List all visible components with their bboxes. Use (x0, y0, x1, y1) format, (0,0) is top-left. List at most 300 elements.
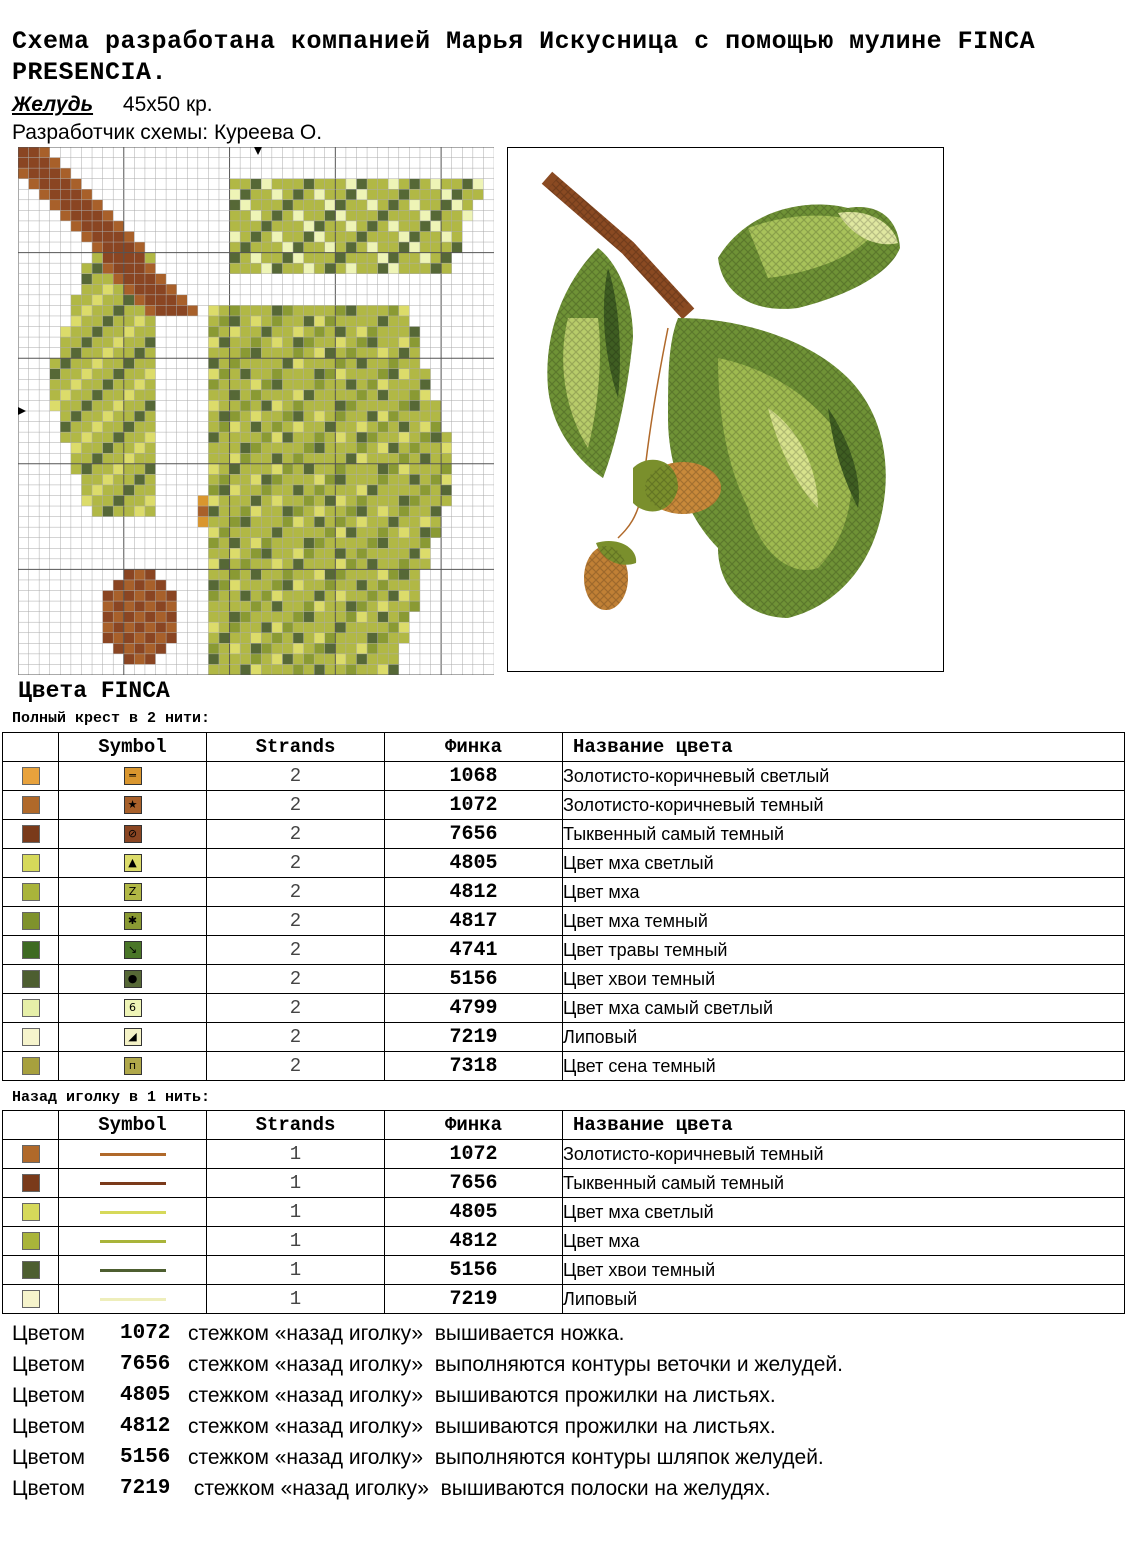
stitch-cell (399, 422, 410, 433)
stitch-cell (60, 369, 71, 380)
symbol-header: Symbol (59, 1111, 207, 1140)
stitch-cell (378, 517, 389, 528)
stitch-cell (356, 221, 367, 232)
stitch-cell (208, 538, 219, 549)
stitch-cell (441, 474, 452, 485)
stitch-cell (145, 654, 156, 665)
stitch-cell (325, 612, 336, 623)
table-row (3, 994, 1125, 1023)
stitch-cell (113, 580, 124, 591)
color-name-cell: Цвет хвои темный (563, 965, 1125, 994)
stitch-cell (420, 432, 431, 443)
stitch-cell (409, 348, 420, 359)
stitch-cell (420, 474, 431, 485)
stitch-cell (50, 200, 61, 211)
stitch-cell (219, 643, 230, 654)
stitch-cell (304, 443, 315, 454)
stitch-cell (378, 443, 389, 454)
stitch-cell (367, 189, 378, 200)
strands-cell: 2 (207, 965, 385, 994)
stitch-cell (230, 316, 241, 327)
stitch-cell (346, 337, 357, 348)
stitch-cell (251, 411, 262, 422)
stitch-cell (251, 612, 262, 623)
stitch-cell (378, 316, 389, 327)
stitch-cell (314, 517, 325, 528)
table-row (3, 849, 1125, 878)
strands-header: Strands (207, 1111, 385, 1140)
stitch-cell (81, 464, 92, 475)
stitch-cell (335, 474, 346, 485)
stitch-cell (388, 179, 399, 190)
stitch-cell (304, 538, 315, 549)
stitch-cell (261, 654, 272, 665)
stitch-cell (452, 179, 463, 190)
stitch-cell (388, 622, 399, 633)
stitch-cell (367, 316, 378, 327)
code-cell: 7656 (385, 1169, 563, 1198)
stitch-cell (145, 569, 156, 580)
stitch-cell (261, 601, 272, 612)
stitch-cell (314, 189, 325, 200)
stitch-cell (60, 432, 71, 443)
stitch-cell (219, 538, 230, 549)
stitch-cell (431, 506, 442, 517)
stitch-cell (335, 327, 346, 338)
stitch-cell (388, 559, 399, 570)
stitch-cell (113, 485, 124, 496)
stitch-cell (346, 358, 357, 369)
stitch-cell (240, 369, 251, 380)
stitch-cell (272, 453, 283, 464)
stitch-cell (240, 664, 251, 675)
stitch-cell (134, 305, 145, 316)
stitch-cell (399, 506, 410, 517)
stitch-cell (420, 422, 431, 433)
stitch-cell (293, 189, 304, 200)
stitch-cell (272, 664, 283, 675)
color-name-cell: Цвет хвои темный (563, 1256, 1125, 1285)
stitch-cell (314, 305, 325, 316)
stitch-cell (166, 601, 177, 612)
stitch-cell (230, 422, 241, 433)
stitch-cell (230, 569, 241, 580)
stitch-cell (103, 622, 114, 633)
stitch-cell (335, 548, 346, 559)
center-arrow-left-icon (18, 407, 26, 415)
stitch-cell (113, 242, 124, 253)
stitch-cell (124, 348, 135, 359)
stitch-cell (261, 506, 272, 517)
stitch-cell (388, 443, 399, 454)
stitch-cell (325, 580, 336, 591)
stitch-cell (145, 253, 156, 264)
embroidery-preview (507, 147, 944, 672)
stitch-cell (409, 390, 420, 401)
stitch-cell (251, 664, 262, 675)
stitch-cell (356, 390, 367, 401)
stitch-cell (134, 612, 145, 623)
note-text: стежком «назад иголку» вышиваются прожилки на листьях. (188, 1384, 776, 1407)
stitch-cell (388, 379, 399, 390)
stitch-cell (409, 591, 420, 602)
backstitch-label: Назад иголку в 1 нить: (12, 1089, 211, 1106)
stitch-cell (103, 379, 114, 390)
stitch-cell (388, 517, 399, 528)
stitch-cell (282, 580, 293, 591)
stitch-cell (431, 253, 442, 264)
stitch-cell (134, 654, 145, 665)
stitch-symbol-icon: 6 (124, 999, 142, 1017)
stitch-cell (335, 242, 346, 253)
stitch-cell (272, 422, 283, 433)
backstitch-line-icon (100, 1269, 166, 1272)
stitch-cell (230, 400, 241, 411)
stitch-cell (251, 633, 262, 644)
stitch-cell (420, 263, 431, 274)
stitch-cell (272, 580, 283, 591)
stitch-cell (103, 390, 114, 401)
stitch-cell (251, 527, 262, 538)
stitch-cell (378, 189, 389, 200)
stitch-cell (124, 443, 135, 454)
stitch-cell (282, 559, 293, 570)
stitch-cell (145, 316, 156, 327)
stitch-cell (304, 189, 315, 200)
stitch-cell (240, 464, 251, 475)
stitch-cell (272, 633, 283, 644)
table-row (3, 1052, 1125, 1081)
full-cross-table (2, 732, 1125, 1081)
stitch-cell (134, 263, 145, 274)
stitch-cell (367, 327, 378, 338)
stitch-cell (367, 305, 378, 316)
stitch-cell (251, 538, 262, 549)
stitch-symbol-icon: Z (124, 883, 142, 901)
stitch-cell (219, 548, 230, 559)
stitch-cell (388, 348, 399, 359)
note-line (12, 1411, 843, 1442)
stitch-cell (272, 348, 283, 359)
stitch-cell (409, 327, 420, 338)
stitch-cell (399, 231, 410, 242)
stitch-cell (81, 390, 92, 401)
stitch-cell (103, 612, 114, 623)
strands-cell: 2 (207, 1052, 385, 1081)
stitch-cell (356, 432, 367, 443)
stitch-cell (251, 210, 262, 221)
stitch-cell (124, 464, 135, 475)
stitch-cell (431, 432, 442, 443)
stitch-cell (399, 495, 410, 506)
stitch-cell (282, 379, 293, 390)
stitch-cell (71, 221, 82, 232)
stitch-cell (409, 411, 420, 422)
stitch-cell (219, 506, 230, 517)
stitch-cell (251, 559, 262, 570)
stitch-cell (399, 622, 410, 633)
stitch-cell (71, 443, 82, 454)
stitch-cell (367, 443, 378, 454)
stitch-cell (71, 295, 82, 306)
stitch-cell (261, 337, 272, 348)
note-code: 5156 (120, 1446, 171, 1469)
color-name-cell: Цвет сена темный (563, 1052, 1125, 1081)
stitch-cell (367, 474, 378, 485)
stitch-cell (367, 411, 378, 422)
stitch-cell (261, 422, 272, 433)
stitch-cell (356, 591, 367, 602)
stitch-cell (431, 400, 442, 411)
swatch-header (3, 1111, 59, 1140)
stitch-cell (261, 432, 272, 443)
stitch-cell (378, 358, 389, 369)
stitch-cell (272, 179, 283, 190)
stitch-cell (156, 580, 167, 591)
stitch-cell (219, 633, 230, 644)
code-cell: 5156 (385, 1256, 563, 1285)
stitch-cell (261, 453, 272, 464)
stitch-cell (282, 654, 293, 665)
stitch-cell (335, 569, 346, 580)
stitch-cell (103, 274, 114, 285)
stitch-cell (282, 527, 293, 538)
stitch-cell (124, 612, 135, 623)
stitch-cell (346, 390, 357, 401)
stitch-cell (282, 369, 293, 380)
stitch-cell (420, 495, 431, 506)
stitch-cell (272, 411, 283, 422)
stitch-cell (219, 379, 230, 390)
stitch-cell (282, 179, 293, 190)
table-row (3, 1256, 1125, 1285)
stitch-cell (134, 591, 145, 602)
stitch-cell (399, 316, 410, 327)
stitch-cell (113, 622, 124, 633)
stitch-cell (409, 453, 420, 464)
stitch-cell (208, 474, 219, 485)
stitch-cell (367, 495, 378, 506)
stitch-cell (29, 168, 40, 179)
code-cell: 7219 (385, 1023, 563, 1052)
stitch-cell (367, 517, 378, 528)
stitch-cell (219, 601, 230, 612)
stitch-cell (134, 369, 145, 380)
stitch-cell (314, 559, 325, 570)
stitch-cell (261, 263, 272, 274)
stitch-cell (240, 506, 251, 517)
stitch-cell (208, 443, 219, 454)
stitch-cell (325, 485, 336, 496)
stitch-cell (208, 337, 219, 348)
stitch-cell (473, 179, 484, 190)
stitch-cell (304, 506, 315, 517)
stitch-cell (60, 327, 71, 338)
stitch-cell (335, 390, 346, 401)
stitch-cell (335, 464, 346, 475)
stitch-cell (378, 580, 389, 591)
stitch-cell (230, 538, 241, 549)
stitch-cell (293, 443, 304, 454)
stitch-cell (399, 253, 410, 264)
strands-cell: 1 (207, 1169, 385, 1198)
stitch-cell (304, 305, 315, 316)
stitch-cell (293, 580, 304, 591)
stitch-cell (462, 179, 473, 190)
stitch-cell (293, 495, 304, 506)
stitch-cell (219, 527, 230, 538)
stitch-cell (378, 601, 389, 612)
stitch-cell (346, 580, 357, 591)
stitch-cell (230, 453, 241, 464)
stitch-cell (219, 305, 230, 316)
stitch-cell (261, 369, 272, 380)
stitch-cell (71, 305, 82, 316)
stitch-cell (272, 464, 283, 475)
stitch-cell (325, 316, 336, 327)
stitch-cell (346, 200, 357, 211)
stitch-cell (367, 569, 378, 580)
stitch-cell (293, 464, 304, 475)
stitch-cell (335, 358, 346, 369)
stitch-cell (261, 548, 272, 559)
stitch-cell (335, 517, 346, 528)
stitch-cell (388, 538, 399, 549)
stitch-cell (261, 179, 272, 190)
stitch-cell (431, 411, 442, 422)
stitch-cell (240, 453, 251, 464)
stitch-symbol-icon: ⊘ (124, 825, 142, 843)
stitch-cell (261, 580, 272, 591)
stitch-cell (282, 337, 293, 348)
stitch-cell (208, 358, 219, 369)
stitch-cell (261, 210, 272, 221)
stitch-cell (272, 200, 283, 211)
code-cell: 7656 (385, 820, 563, 849)
stitch-cell (251, 654, 262, 665)
stitch-cell (367, 453, 378, 464)
stitch-cell (462, 210, 473, 221)
stitch-cell (399, 580, 410, 591)
stitch-cell (282, 200, 293, 211)
stitch-cell (103, 464, 114, 475)
stitch-cell (441, 263, 452, 274)
stitch-cell (378, 390, 389, 401)
backstitch-notes (12, 1318, 843, 1504)
stitch-cell (282, 400, 293, 411)
stitch-cell (356, 580, 367, 591)
stitch-cell (388, 358, 399, 369)
stitch-cell (208, 432, 219, 443)
stitch-cell (378, 400, 389, 411)
stitch-cell (378, 231, 389, 242)
stitch-cell (39, 158, 50, 169)
stitch-cell (378, 453, 389, 464)
stitch-cell (177, 305, 188, 316)
stitch-cell (240, 654, 251, 665)
stitch-cell (71, 422, 82, 433)
stitch-cell (240, 443, 251, 454)
stitch-cell (335, 200, 346, 211)
stitch-cell (399, 601, 410, 612)
stitch-cell (134, 601, 145, 612)
stitch-cell (346, 231, 357, 242)
designer-credit: Разработчик схемы: Куреева О. (12, 121, 323, 144)
stitch-cell (145, 601, 156, 612)
stitch-cell (219, 517, 230, 528)
stitch-cell (272, 506, 283, 517)
stitch-cell (293, 179, 304, 190)
stitch-cell (325, 422, 336, 433)
note-text: стежком «назад иголку» вышиваются прожилки на листьях. (188, 1415, 776, 1438)
stitch-cell (314, 485, 325, 496)
stitch-cell (60, 200, 71, 211)
stitch-cell (71, 379, 82, 390)
stitch-cell (420, 221, 431, 232)
stitch-cell (441, 200, 452, 211)
stitch-cell (378, 263, 389, 274)
color-name-header: Название цвета (563, 733, 1125, 762)
stitch-cell (113, 643, 124, 654)
stitch-cell (71, 400, 82, 411)
stitch-cell (335, 263, 346, 274)
stitch-cell (272, 622, 283, 633)
stitch-cell (39, 168, 50, 179)
stitch-cell (409, 337, 420, 348)
stitch-cell (293, 379, 304, 390)
stitch-cell (272, 517, 283, 528)
stitch-cell (81, 379, 92, 390)
stitch-cell (208, 664, 219, 675)
stitch-cell (325, 517, 336, 528)
stitch-cell (261, 390, 272, 401)
stitch-cell (208, 422, 219, 433)
stitch-cell (388, 200, 399, 211)
stitch-cell (304, 654, 315, 665)
stitch-cell (113, 612, 124, 623)
stitch-cell (399, 591, 410, 602)
table-row (3, 1023, 1125, 1052)
stitch-cell (409, 210, 420, 221)
stitch-cell (81, 411, 92, 422)
stitch-cell (272, 337, 283, 348)
stitch-cell (409, 601, 420, 612)
stitch-cell (103, 210, 114, 221)
stitch-cell (356, 400, 367, 411)
stitch-cell (388, 474, 399, 485)
strands-cell: 2 (207, 791, 385, 820)
stitch-cell (388, 400, 399, 411)
stitch-cell (304, 210, 315, 221)
stitch-cell (325, 559, 336, 570)
stitch-cell (261, 485, 272, 496)
stitch-cell (145, 612, 156, 623)
stitch-cell (251, 485, 262, 496)
stitch-cell (166, 295, 177, 306)
stitch-cell (304, 643, 315, 654)
stitch-cell (293, 231, 304, 242)
stitch-cell (60, 348, 71, 359)
stitch-symbol-icon: ◢ (124, 1028, 142, 1046)
stitch-cell (356, 443, 367, 454)
stitch-cell (282, 517, 293, 528)
stitch-cell (251, 369, 262, 380)
strands-cell: 2 (207, 907, 385, 936)
stitch-cell (356, 411, 367, 422)
stitch-cell (230, 527, 241, 538)
stitch-cell (346, 569, 357, 580)
stitch-cell (452, 231, 463, 242)
